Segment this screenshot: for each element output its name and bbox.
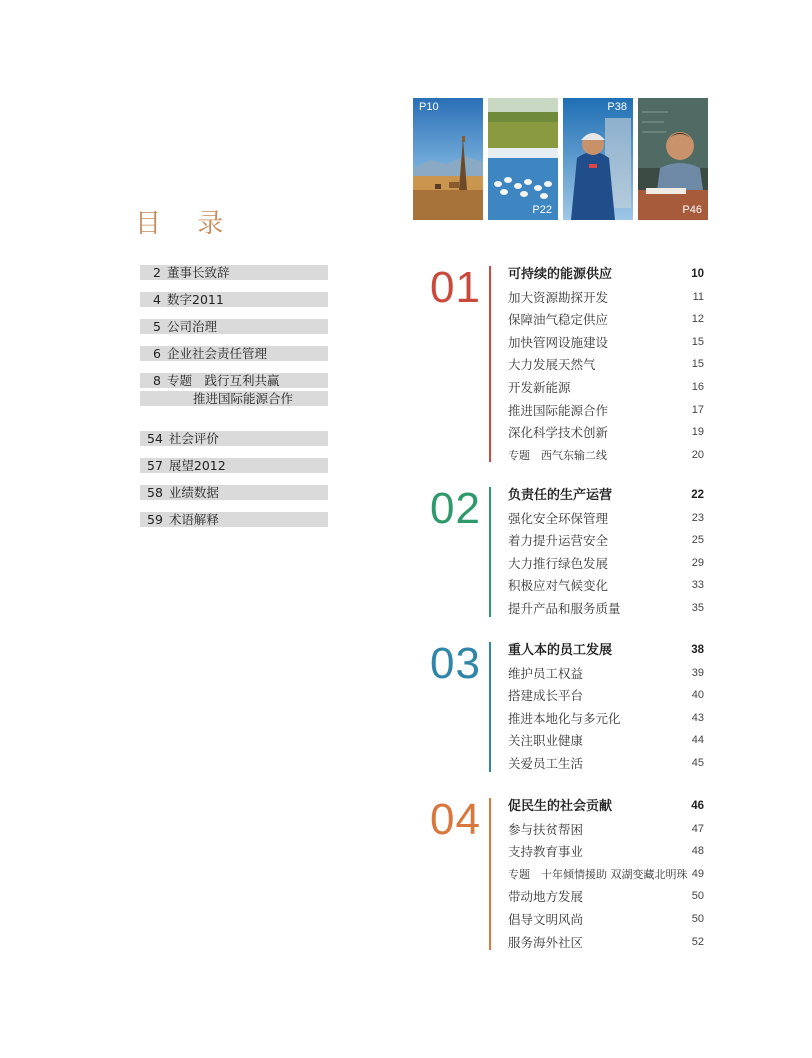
left-item-num: 57: [147, 458, 163, 473]
entry-text: 参与扶贫帮困: [508, 821, 584, 837]
entry-text: 支持教育事业: [508, 844, 584, 860]
toc-entry[interactable]: [508, 311, 704, 334]
page-number: 50: [691, 890, 704, 903]
page-number: 19: [691, 426, 704, 439]
left-item[interactable]: [140, 292, 328, 307]
left-item[interactable]: [140, 512, 328, 527]
entry-text: 关注职业健康: [508, 733, 584, 749]
photo-page-label: P38: [607, 101, 627, 113]
toc-entry[interactable]: [508, 888, 704, 911]
toc-entry[interactable]: [508, 732, 704, 755]
page-number: 49: [691, 867, 704, 880]
photo-wetland-birds[interactable]: [488, 98, 558, 220]
toc-heading[interactable]: [508, 798, 704, 821]
section-divider: [489, 642, 491, 772]
section-divider: [489, 266, 491, 462]
toc-entry[interactable]: [508, 402, 704, 425]
toc-heading[interactable]: [508, 266, 704, 289]
entry-text: 推进本地化与多元化: [508, 710, 621, 726]
entry-text: 维护员工权益: [508, 665, 584, 681]
left-item-label: 企业社会责任管理: [167, 346, 268, 361]
page-number: 22: [691, 489, 704, 501]
page-number: 33: [691, 579, 704, 592]
entry-text: 专题 西气东输二线: [508, 448, 607, 462]
left-item-label: 术语解释: [168, 512, 219, 527]
entry-text: 开发新能源: [508, 379, 571, 395]
page-number: 39: [691, 666, 704, 679]
page-number: 50: [691, 912, 704, 925]
page-number: 15: [691, 335, 704, 348]
toc-heading[interactable]: [508, 487, 704, 510]
section-number: 02: [430, 484, 481, 533]
page-title: 目 录: [135, 209, 238, 239]
page-number: 47: [691, 822, 704, 835]
section-entries: [508, 487, 704, 623]
page-number: 20: [691, 448, 704, 461]
toc-entry[interactable]: [508, 334, 704, 357]
toc-entry[interactable]: [508, 555, 704, 578]
left-item-label: 专题 践行互利共赢: [167, 373, 280, 388]
toc-entry-special[interactable]: [508, 447, 704, 470]
page-number: 44: [691, 734, 704, 747]
left-item-label: 数字2011: [167, 292, 224, 307]
toc-entry[interactable]: [508, 755, 704, 778]
toc-entry[interactable]: [508, 911, 704, 934]
entry-text: 提升产品和服务质量: [508, 600, 621, 616]
section-04: [430, 795, 710, 958]
left-item-label: 公司治理: [167, 319, 218, 334]
entry-text: 可持续的能源供应: [508, 267, 613, 282]
left-item-num: 59: [147, 512, 163, 527]
toc-entry-special[interactable]: [508, 866, 704, 889]
left-item-label-continued: 推进国际能源合作: [193, 391, 294, 406]
entry-text: 专题 十年倾情援助 双湖变藏北明珠: [508, 867, 688, 881]
page-number: 15: [691, 358, 704, 371]
page-number: 16: [691, 380, 704, 393]
left-item[interactable]: [140, 485, 328, 500]
photo-page-label: P22: [532, 204, 552, 216]
section-entries: [508, 798, 704, 956]
toc-entry[interactable]: [508, 843, 704, 866]
photo-child-student[interactable]: [638, 98, 708, 220]
photo-worker[interactable]: [563, 98, 633, 220]
left-item-num: 4: [153, 292, 161, 307]
section-entries: [508, 642, 704, 778]
left-item[interactable]: [140, 431, 328, 446]
page-number: 45: [691, 756, 704, 769]
left-item-num: 2: [153, 265, 161, 280]
left-item[interactable]: [140, 319, 328, 334]
page-number: 38: [691, 644, 704, 656]
page-number: 29: [691, 556, 704, 569]
section-divider: [489, 798, 491, 950]
section-number: 03: [430, 639, 481, 688]
entry-text: 倡导文明风尚: [508, 911, 584, 927]
page-number: 52: [691, 935, 704, 948]
toc-entry[interactable]: [508, 665, 704, 688]
entry-text: 积极应对气候变化: [508, 578, 609, 594]
left-item-label: 展望2012: [168, 458, 226, 473]
section-01: [430, 263, 710, 466]
entry-text: 大力发展天然气: [508, 357, 596, 373]
section-03: [430, 639, 710, 782]
page-number: 40: [691, 689, 704, 702]
toc-entry[interactable]: [508, 424, 704, 447]
left-item-num: 8: [153, 373, 161, 388]
section-entries: [508, 266, 704, 469]
left-item-label: 董事长致辞: [167, 265, 230, 280]
page-number: 46: [691, 800, 704, 812]
toc-entry[interactable]: [508, 356, 704, 379]
left-item-num: 5: [153, 319, 161, 334]
photo-page-label: P10: [419, 101, 439, 113]
entry-text: 促民生的社会贡献: [508, 799, 613, 814]
left-item-label: 业绩数据: [168, 485, 219, 500]
entry-text: 重人本的员工发展: [508, 643, 613, 658]
entry-text: 强化安全环保管理: [508, 510, 609, 526]
contents-left-list: [140, 265, 328, 539]
entry-text: 关爱员工生活: [508, 755, 584, 771]
left-item[interactable]: [140, 265, 328, 280]
left-item-num: 58: [147, 485, 163, 500]
section-02: [430, 484, 710, 627]
photo-strip: [413, 98, 708, 220]
entry-text: 带动地方发展: [508, 889, 584, 905]
left-item-label: 社会评价: [168, 431, 219, 446]
photo-oil-derrick[interactable]: [413, 98, 483, 220]
page-number: 48: [691, 845, 704, 858]
left-item[interactable]: [140, 458, 328, 473]
page-number: 12: [691, 313, 704, 326]
page-number: 10: [691, 268, 704, 280]
left-item[interactable]: [140, 373, 328, 388]
page-number: 35: [691, 601, 704, 614]
entry-text: 深化科学技术创新: [508, 425, 609, 441]
photo-page-label: P46: [682, 204, 702, 216]
toc-entry[interactable]: [508, 934, 704, 957]
page-number: 25: [691, 534, 704, 547]
page-number: 17: [691, 403, 704, 416]
toc-entry[interactable]: [508, 289, 704, 312]
page-number: 11: [692, 290, 704, 303]
section-number: 04: [430, 795, 481, 844]
left-item[interactable]: [140, 346, 328, 361]
page-number: 43: [691, 711, 704, 724]
entry-text: 保障油气稳定供应: [508, 312, 609, 328]
entry-text: 着力提升运营安全: [508, 533, 609, 549]
toc-heading[interactable]: [508, 642, 704, 665]
toc-entry[interactable]: [508, 379, 704, 402]
entry-text: 负责任的生产运营: [508, 488, 613, 503]
entry-text: 加大资源勘探开发: [508, 289, 609, 305]
entry-text: 大力推行绿色发展: [508, 555, 609, 571]
toc-entry[interactable]: [508, 510, 704, 533]
left-item-continuation[interactable]: [140, 391, 328, 406]
toc-entry[interactable]: [508, 600, 704, 623]
toc-entry[interactable]: [508, 821, 704, 844]
entry-text: 搭建成长平台: [508, 688, 584, 704]
toc-entry[interactable]: [508, 532, 704, 555]
left-item-num: 54: [147, 431, 163, 446]
entry-text: 加快管网设施建设: [508, 334, 609, 350]
left-item-num: 6: [153, 346, 161, 361]
section-divider: [489, 487, 491, 617]
entry-text: 服务海外社区: [508, 934, 584, 950]
toc-entry[interactable]: [508, 710, 704, 733]
page-number: 23: [691, 511, 704, 524]
entry-text: 推进国际能源合作: [508, 402, 609, 418]
section-number: 01: [430, 263, 481, 312]
toc-entry[interactable]: [508, 577, 704, 600]
toc-entry[interactable]: [508, 687, 704, 710]
